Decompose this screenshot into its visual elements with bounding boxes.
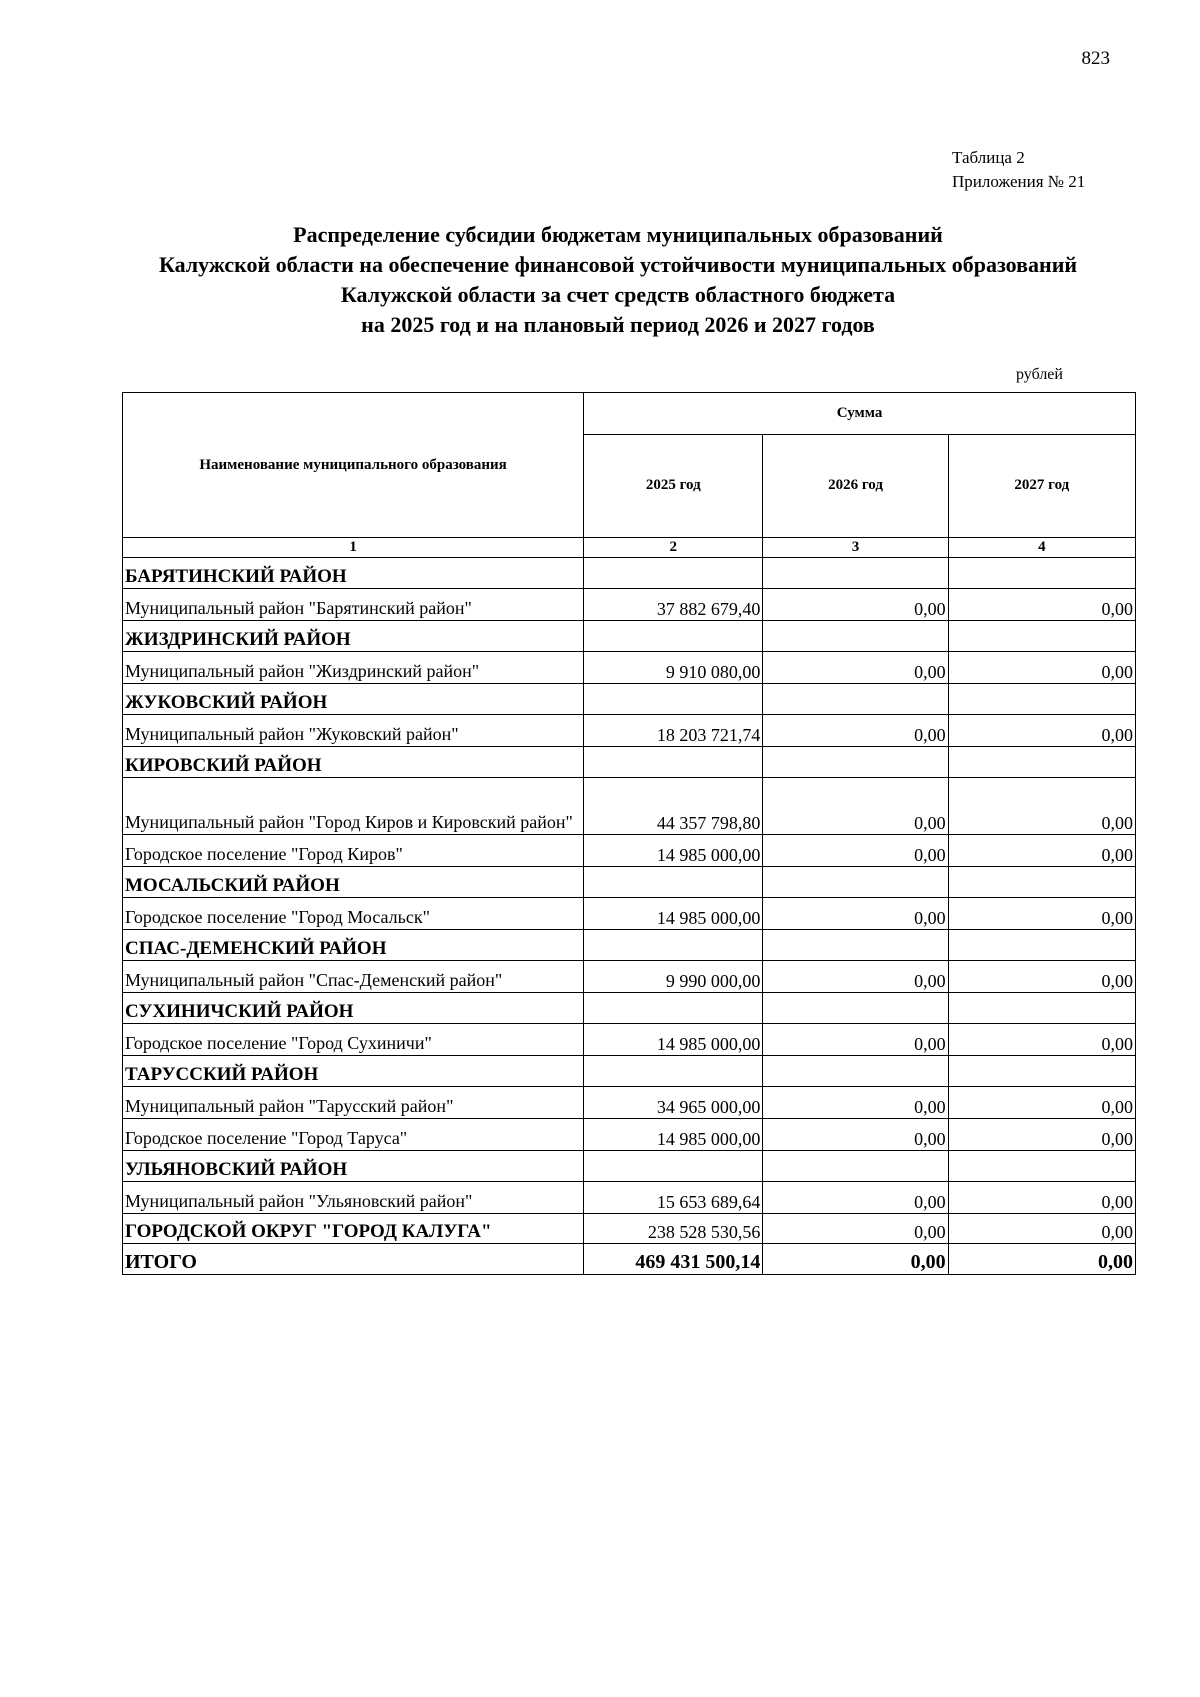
empty-cell: [584, 993, 763, 1024]
amount-2025: 14 985 000,00: [584, 898, 763, 930]
total-row: [123, 1244, 1136, 1275]
title-line: Калужской области за счет средств областного бюджета: [340, 282, 896, 307]
amount-2027: 0,00: [948, 1244, 1135, 1275]
table-row: [123, 589, 1136, 621]
amount-2025: 44 357 798,80: [584, 778, 763, 835]
header-sum: Сумма: [584, 393, 1136, 435]
region-row: [123, 621, 1136, 652]
table-row: [123, 898, 1136, 930]
table-row: [123, 1119, 1136, 1151]
table-row: [123, 778, 1136, 835]
amount-2026: 0,00: [763, 1244, 948, 1275]
table-row: [123, 961, 1136, 993]
amount-2027: 0,00: [948, 1214, 1135, 1244]
amount-2027: 0,00: [948, 715, 1135, 747]
empty-cell: [948, 1151, 1135, 1182]
document-title: [90, 220, 1146, 340]
amount-2027: 0,00: [948, 1024, 1135, 1056]
title-line: на 2025 год и на плановый период 2026 и 2027 годов: [361, 312, 875, 337]
municipality-name: ГОРОДСКОЙ ОКРУГ "ГОРОД КАЛУГА": [123, 1214, 584, 1244]
region-row: [123, 558, 1136, 589]
region-row: [123, 1056, 1136, 1087]
subsidy-table: [122, 392, 1136, 1275]
column-number: 2: [584, 538, 763, 558]
amount-2025: 37 882 679,40: [584, 589, 763, 621]
region-name: ЖИЗДРИНСКИЙ РАЙОН: [123, 621, 584, 652]
page-number: 823: [1081, 48, 1110, 69]
table-row: [123, 715, 1136, 747]
amount-2026: 0,00: [763, 715, 948, 747]
empty-cell: [763, 867, 948, 898]
region-name: МОСАЛЬСКИЙ РАЙОН: [123, 867, 584, 898]
header-year-2025: 2025 год: [584, 434, 763, 537]
region-row: [123, 684, 1136, 715]
municipality-name: Муниципальный район "Ульяновский район": [123, 1182, 584, 1214]
empty-cell: [763, 1056, 948, 1087]
amount-2027: 0,00: [948, 652, 1135, 684]
empty-cell: [584, 621, 763, 652]
empty-cell: [948, 930, 1135, 961]
region-name: СПАС-ДЕМЕНСКИЙ РАЙОН: [123, 930, 584, 961]
municipality-name: Муниципальный район "Барятинский район": [123, 589, 584, 621]
empty-cell: [584, 1151, 763, 1182]
amount-2025: 18 203 721,74: [584, 715, 763, 747]
empty-cell: [763, 621, 948, 652]
empty-cell: [763, 993, 948, 1024]
amount-2026: 0,00: [763, 1214, 948, 1244]
title-line: Калужской области на обеспечение финансовой устойчивости муниципальных образований: [158, 252, 1078, 277]
amount-2027: 0,00: [948, 898, 1135, 930]
region-name: БАРЯТИНСКИЙ РАЙОН: [123, 558, 584, 589]
empty-cell: [584, 867, 763, 898]
empty-cell: [948, 621, 1135, 652]
region-row: [123, 1151, 1136, 1182]
amount-2026: 0,00: [763, 835, 948, 867]
amount-2027: 0,00: [948, 1119, 1135, 1151]
empty-cell: [584, 1056, 763, 1087]
empty-cell: [763, 930, 948, 961]
empty-cell: [763, 1151, 948, 1182]
amount-2025: 9 910 080,00: [584, 652, 763, 684]
amount-2026: 0,00: [763, 589, 948, 621]
amount-2026: 0,00: [763, 1182, 948, 1214]
table-reference-line: Таблица 2: [952, 148, 1025, 167]
table-reference-line: Приложения № 21: [952, 172, 1086, 191]
amount-2027: 0,00: [948, 589, 1135, 621]
empty-cell: [948, 867, 1135, 898]
amount-2025: 15 653 689,64: [584, 1182, 763, 1214]
municipality-name: Городское поселение "Город Киров": [123, 835, 584, 867]
region-name: СУХИНИЧСКИЙ РАЙОН: [123, 993, 584, 1024]
header-name-column: Наименование муниципального образования: [123, 393, 584, 538]
region-row: [123, 747, 1136, 778]
amount-2025: 14 985 000,00: [584, 1119, 763, 1151]
amount-2026: 0,00: [763, 1087, 948, 1119]
amount-2025: 14 985 000,00: [584, 1024, 763, 1056]
column-number: 3: [763, 538, 948, 558]
table-row: [123, 1024, 1136, 1056]
region-name: ЖУКОВСКИЙ РАЙОН: [123, 684, 584, 715]
amount-2026: 0,00: [763, 898, 948, 930]
amount-2025: 9 990 000,00: [584, 961, 763, 993]
region-name: ТАРУССКИЙ РАЙОН: [123, 1056, 584, 1087]
empty-cell: [584, 930, 763, 961]
empty-cell: [763, 684, 948, 715]
amount-2027: 0,00: [948, 835, 1135, 867]
municipality-name: Муниципальный район "Тарусский район": [123, 1087, 584, 1119]
amount-2026: 0,00: [763, 1024, 948, 1056]
empty-cell: [584, 558, 763, 589]
empty-cell: [948, 684, 1135, 715]
table-row: [123, 835, 1136, 867]
region-row: [123, 867, 1136, 898]
municipality-name: Городское поселение "Город Сухиничи": [123, 1024, 584, 1056]
header-year-2027: 2027 год: [948, 434, 1135, 537]
municipality-name: Муниципальный район "Жиздринский район": [123, 652, 584, 684]
empty-cell: [584, 747, 763, 778]
amount-2025: 469 431 500,14: [584, 1244, 763, 1275]
amount-2027: 0,00: [948, 1087, 1135, 1119]
amount-2026: 0,00: [763, 778, 948, 835]
municipality-name: Городское поселение "Город Мосальск": [123, 898, 584, 930]
region-row: [123, 930, 1136, 961]
column-number: 1: [123, 538, 584, 558]
empty-cell: [584, 684, 763, 715]
amount-2025: 14 985 000,00: [584, 835, 763, 867]
table-row: [123, 1182, 1136, 1214]
empty-cell: [948, 747, 1135, 778]
empty-cell: [948, 1056, 1135, 1087]
header-year-2026: 2026 год: [763, 434, 948, 537]
amount-2027: 0,00: [948, 1182, 1135, 1214]
empty-cell: [763, 558, 948, 589]
region-row: [123, 993, 1136, 1024]
table-reference: [952, 146, 1085, 194]
table-row: [123, 652, 1136, 684]
amount-2027: 0,00: [948, 778, 1135, 835]
municipality-name: Муниципальный район "Город Киров и Кировский район": [123, 778, 584, 835]
units-label: рублей: [1016, 366, 1063, 383]
region-name: УЛЬЯНОВСКИЙ РАЙОН: [123, 1151, 584, 1182]
region-name: КИРОВСКИЙ РАЙОН: [123, 747, 584, 778]
empty-cell: [948, 993, 1135, 1024]
table-body: [123, 558, 1136, 1275]
municipality-name: ИТОГО: [123, 1244, 584, 1275]
amount-2026: 0,00: [763, 1119, 948, 1151]
amount-2025: 238 528 530,56: [584, 1214, 763, 1244]
table-row: [123, 1087, 1136, 1119]
column-number: 4: [948, 538, 1135, 558]
table-row: [123, 1214, 1136, 1244]
empty-cell: [948, 558, 1135, 589]
amount-2025: 34 965 000,00: [584, 1087, 763, 1119]
amount-2026: 0,00: [763, 652, 948, 684]
municipality-name: Муниципальный район "Спас-Деменский район": [123, 961, 584, 993]
municipality-name: Городское поселение "Город Таруса": [123, 1119, 584, 1151]
empty-cell: [763, 747, 948, 778]
title-line: Распределение субсидии бюджетам муниципальных образований: [293, 222, 943, 247]
amount-2026: 0,00: [763, 961, 948, 993]
municipality-name: Муниципальный район "Жуковский район": [123, 715, 584, 747]
column-number-row: [123, 538, 1136, 558]
amount-2027: 0,00: [948, 961, 1135, 993]
